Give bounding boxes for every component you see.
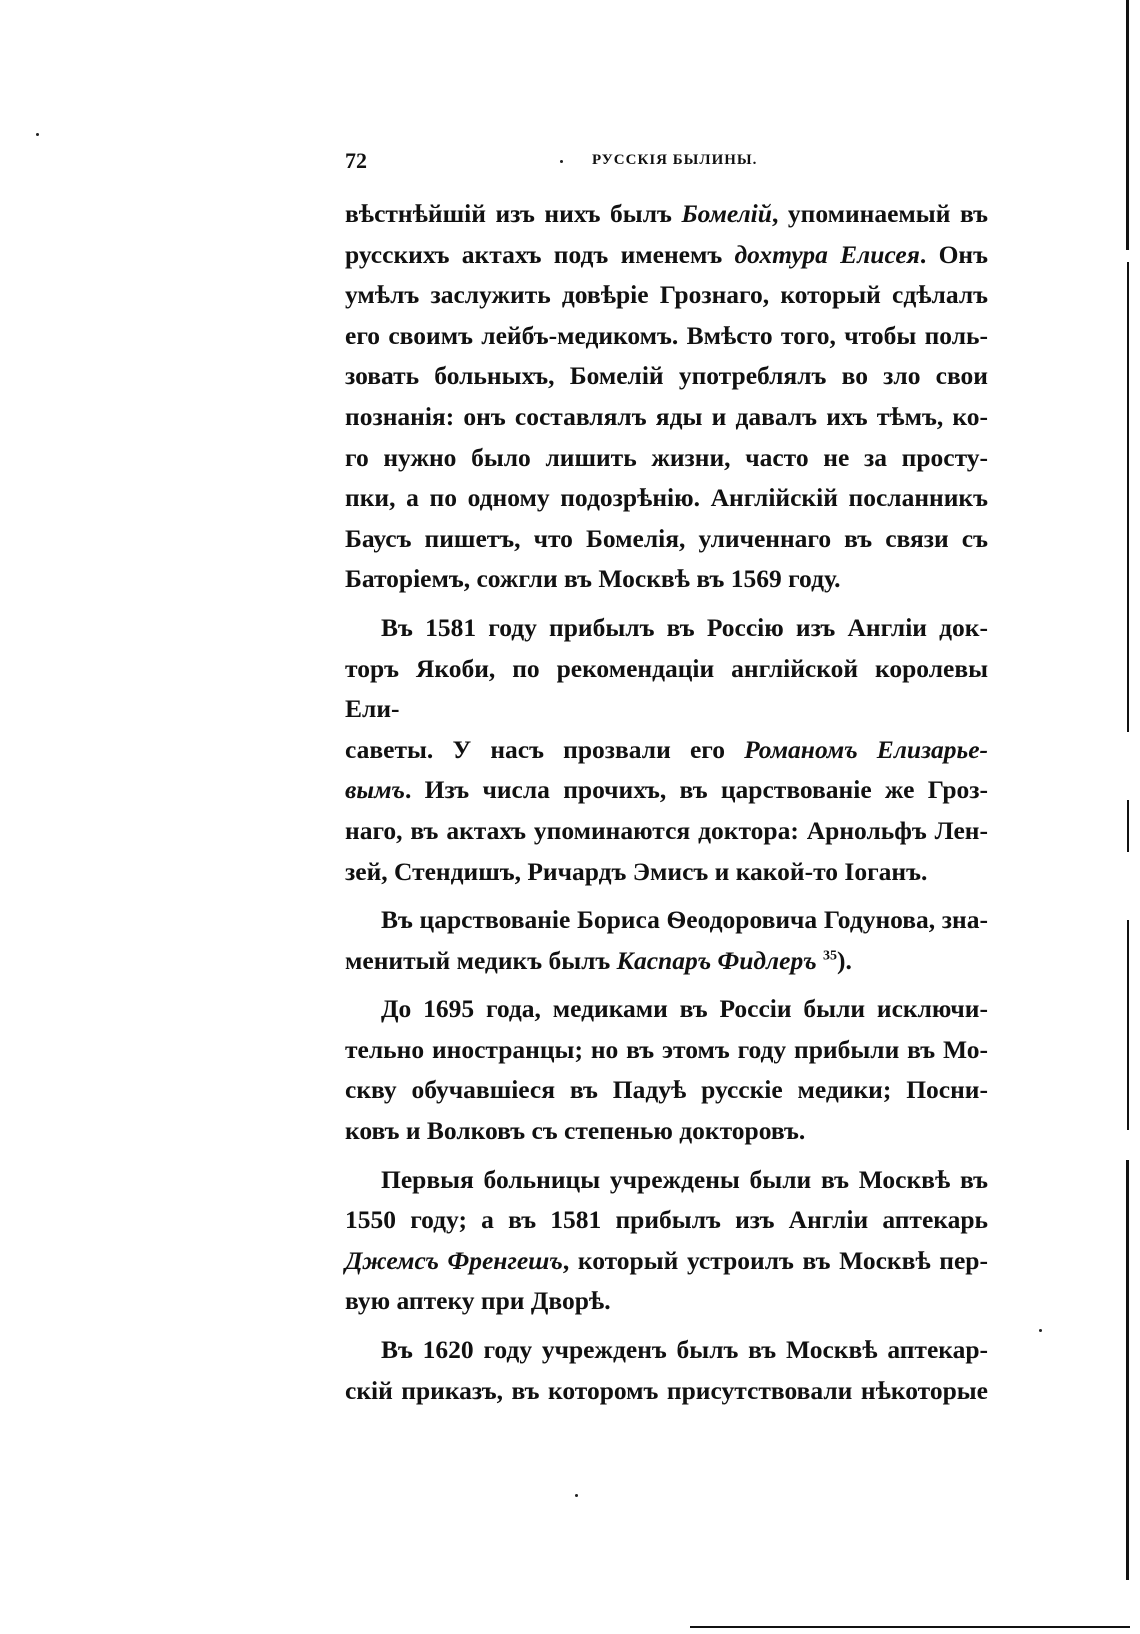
scan-edge-line: [1127, 800, 1129, 852]
text-line: [345, 478, 988, 519]
text-run: скій приказъ, въ которомъ присутствовали нѣкоторые: [345, 1375, 988, 1405]
text-run: скву обучавшіеся въ Падуѣ русскіе медики; Посни-: [345, 1075, 988, 1105]
text-line: [345, 1371, 988, 1412]
text-line: [345, 275, 988, 316]
text-run: пки, а по одному подозрѣнію. Англійскій посланникъ: [345, 483, 988, 513]
scan-bottom-line: [690, 1626, 1130, 1628]
text-line: [345, 730, 988, 771]
text-line: [345, 900, 988, 941]
scan-speck: [36, 133, 39, 136]
footnote-ref: 35: [823, 948, 838, 964]
text-run: познанія: онъ составлялъ яды и давалъ ихъ тѣмъ, ко-: [345, 401, 988, 431]
text-line: [345, 519, 988, 560]
text-line: [345, 397, 988, 438]
scan-speck: [560, 160, 563, 163]
text-run: вую аптеку при Дворѣ.: [345, 1286, 611, 1316]
paragraph: [345, 1330, 988, 1411]
italic-name: Каспаръ Фидлеръ: [616, 945, 817, 975]
text-line: [345, 1111, 988, 1152]
text-run: ковъ и Волковъ съ степенью докторовъ.: [345, 1116, 806, 1146]
text-line: [345, 770, 988, 811]
scan-edge-line: [1127, 920, 1129, 1130]
text-run: умѣлъ заслужить довѣріе Грознаго, который сдѣлалъ: [345, 280, 988, 310]
text-line: [345, 649, 988, 730]
text-line: [345, 1200, 988, 1241]
page-number: 72: [345, 148, 367, 173]
text-line: [345, 1160, 988, 1201]
text-line: [345, 811, 988, 852]
paragraph: [345, 194, 988, 600]
scan-edge-line: [1127, 262, 1129, 732]
text-run: . Онъ: [919, 239, 988, 269]
paragraph: [345, 989, 988, 1151]
paragraph: [345, 608, 988, 892]
text-run: торъ Якоби, по рекомендаціи англійской королевы Ели-: [345, 653, 988, 724]
text-run: саветы. У насъ прозвали его: [345, 734, 745, 764]
italic-name: Джемсъ Френгешъ: [345, 1245, 563, 1275]
text-run: Баусъ пишетъ, что Бомелія, уличеннаго въ связи съ: [345, 523, 988, 553]
scan-speck: [575, 1494, 578, 1497]
text-run: наго, въ актахъ упоминаются доктора: Арнольфъ Лен-: [345, 815, 988, 845]
text-run: Въ 1581 году прибылъ въ Россію изъ Англіи док-: [381, 612, 988, 642]
text-run: его своимъ лейбъ-медикомъ. Вмѣсто того, чтобы поль-: [345, 320, 988, 350]
text-line: [345, 438, 988, 479]
text-line: [345, 1070, 988, 1111]
text-run: Въ царствованіе Бориса Ѳеодоровича Годунова, зна-: [381, 905, 988, 935]
text-line: [345, 1281, 988, 1322]
text-line: [345, 1241, 988, 1282]
text-line: [345, 1330, 988, 1371]
paragraph: [345, 1160, 988, 1322]
text-run: вѣстнѣйшій изъ нихъ былъ: [345, 199, 682, 228]
body-text: [345, 194, 988, 1419]
italic-name: вымъ: [345, 775, 405, 805]
text-run: 1550 году; а въ 1581 прибылъ изъ Англіи аптекарь: [345, 1205, 988, 1235]
running-title: РУССКІЯ БЫЛИНЫ.: [592, 152, 758, 168]
text-run: , который устроилъ въ Москвѣ пер-: [562, 1245, 988, 1275]
scan-edge-line: [1126, 1160, 1129, 1580]
text-run: Первыя больницы учреждены были въ Москвѣ въ: [381, 1164, 988, 1194]
text-run: русскихъ актахъ подъ именемъ: [345, 239, 735, 269]
italic-name: Бомелій: [681, 199, 772, 228]
page-header: [345, 148, 985, 178]
text-run: тельно иностранцы; но въ этомъ году прибыли въ Мо-: [345, 1034, 988, 1064]
text-line: [345, 1030, 988, 1071]
text-run: зей, Стендишъ, Ричардъ Эмисъ и какой-то Іоганъ.: [345, 856, 928, 886]
text-run: . Изъ числа прочихъ, въ царствованіе же Гроз-: [405, 775, 988, 805]
scan-edge-line: [1126, 0, 1129, 250]
text-line: [345, 559, 988, 600]
text-line: [345, 235, 988, 276]
paragraph: [345, 900, 988, 981]
text-line: [345, 989, 988, 1030]
italic-name: дохтура Елисея: [734, 239, 920, 269]
text-run: , упоминаемый въ: [771, 199, 988, 228]
scan-speck: [1039, 1329, 1042, 1332]
text-run: ).: [837, 945, 852, 975]
italic-name: Романомъ Елизарье-: [744, 734, 988, 764]
text-line: [345, 316, 988, 357]
text-run: Баторіемъ, сожгли въ Москвѣ въ 1569 году.: [345, 564, 841, 594]
text-run: го нужно было лишить жизни, часто не за просту-: [345, 442, 988, 472]
text-run: Въ 1620 году учрежденъ былъ въ Москвѣ аптекар-: [381, 1335, 988, 1365]
text-line: [345, 356, 988, 397]
text-run: зовать больныхъ, Бомелій употреблялъ во зло свои: [345, 361, 988, 391]
text-line: [345, 194, 988, 235]
text-run: менитый медикъ былъ: [345, 945, 617, 975]
text-run: До 1695 года, медиками въ Россіи были исключи-: [381, 994, 988, 1024]
text-line: [345, 852, 988, 893]
text-line: [345, 608, 988, 649]
text-line: [345, 941, 988, 982]
